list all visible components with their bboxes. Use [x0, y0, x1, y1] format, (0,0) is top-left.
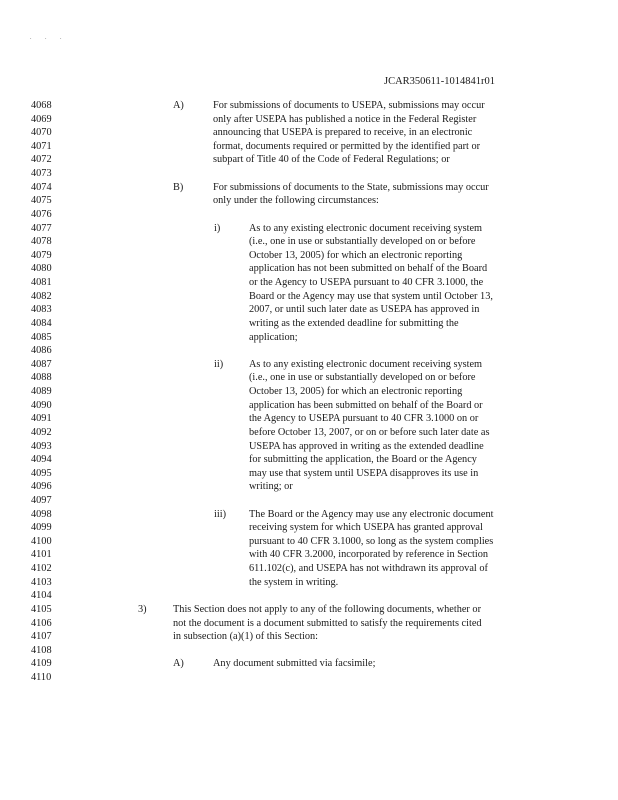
line-number: 4092 — [31, 426, 52, 438]
line-text: may use that system until USEPA disapproves its use in — [249, 467, 479, 479]
text-line — [0, 371, 618, 385]
line-text: the system in writing. — [249, 576, 339, 588]
line-text: before October 13, 2007, or on or before such later date as — [249, 426, 490, 438]
text-line — [0, 113, 618, 127]
line-number: 4090 — [31, 399, 52, 411]
text-line — [0, 412, 618, 426]
text-line — [0, 548, 618, 562]
line-number: 4076 — [31, 208, 52, 220]
line-number: 4106 — [31, 617, 52, 629]
line-text: writing as the extended deadline for submitting the — [249, 317, 459, 329]
line-text: Any document submitted via facsimile; — [213, 658, 376, 670]
line-number: 4109 — [31, 658, 52, 670]
line-text: with 40 CFR 3.2000, incorporated by reference in Section — [249, 549, 489, 561]
line-number: 4108 — [31, 644, 52, 656]
line-text: October 13, 2005) for which an electronic reporting — [249, 249, 463, 261]
line-number: 4097 — [31, 494, 52, 506]
text-line — [0, 331, 618, 345]
text-line — [0, 644, 618, 658]
text-line — [0, 617, 618, 631]
line-text: As to any existing electronic document receiving system — [249, 222, 483, 234]
line-number: 4088 — [31, 372, 52, 384]
text-line — [0, 467, 618, 481]
line-text: (i.e., one in use or substantially developed on or before — [249, 372, 476, 384]
line-text: 611.102(c), and USEPA has not withdrawn its approval of — [249, 563, 488, 575]
line-number: 4096 — [31, 481, 52, 493]
line-text: only after USEPA has published a notice in the Federal Register — [213, 113, 477, 125]
line-number: 4082 — [31, 290, 52, 302]
text-line — [0, 358, 618, 372]
line-text: in subsection (a)(1) of this Section: — [173, 631, 318, 643]
line-number: 4080 — [31, 263, 52, 275]
text-line — [0, 235, 618, 249]
item-label: B) — [173, 181, 184, 193]
text-line — [0, 440, 618, 454]
line-text: (i.e., one in use or substantially developed on or before — [249, 236, 476, 248]
text-line — [0, 630, 618, 644]
line-text: October 13, 2005) for which an electronic reporting — [249, 386, 463, 398]
line-text: The Board or the Agency may use any electronic document — [249, 508, 494, 520]
line-number: 4107 — [31, 631, 52, 643]
text-line — [0, 208, 618, 222]
line-text: for submitting the application, the Board or the Agency — [249, 454, 477, 466]
line-number: 4102 — [31, 563, 52, 575]
line-number: 4083 — [31, 304, 52, 316]
line-number: 4101 — [31, 549, 52, 561]
text-line — [0, 385, 618, 399]
line-number: 4089 — [31, 386, 52, 398]
corner-marks: . . . — [30, 35, 68, 41]
text-line — [0, 290, 618, 304]
line-text: or the Agency to USEPA pursuant to 40 CFR 3.1000, the — [249, 277, 484, 289]
text-line — [0, 140, 618, 154]
line-number: 4094 — [31, 454, 52, 466]
line-number: 4069 — [31, 113, 52, 125]
line-text: pursuant to 40 CFR 3.1000, so long as the system complies — [249, 535, 494, 547]
line-text: For submissions of documents to the State, submissions may occur — [213, 181, 489, 193]
text-line — [0, 494, 618, 508]
text-line — [0, 194, 618, 208]
text-line — [0, 181, 618, 195]
line-number: 4100 — [31, 535, 52, 547]
line-number: 4093 — [31, 440, 52, 452]
line-number: 4078 — [31, 236, 52, 248]
line-number: 4075 — [31, 195, 52, 207]
line-text: As to any existing electronic document receiving system — [249, 358, 483, 370]
line-number: 4098 — [31, 508, 52, 520]
line-number: 4086 — [31, 345, 52, 357]
text-line — [0, 521, 618, 535]
item-label: A) — [173, 658, 184, 670]
line-text: the Agency to USEPA pursuant to 40 CFR 3.1000 on or — [249, 413, 479, 425]
text-line — [0, 603, 618, 617]
line-number: 4104 — [31, 590, 52, 602]
line-text: subpart of Title 40 of the Code of Federal Regulations; or — [213, 154, 450, 166]
item-label: i) — [214, 222, 221, 234]
line-number: 4074 — [31, 181, 52, 193]
line-number: 4087 — [31, 358, 52, 370]
line-text: application has not been submitted on behalf of the Board — [249, 263, 488, 275]
text-line — [0, 453, 618, 467]
text-line — [0, 426, 618, 440]
text-line — [0, 303, 618, 317]
text-line — [0, 344, 618, 358]
text-line — [0, 262, 618, 276]
text-line — [0, 657, 618, 671]
line-number: 4070 — [31, 127, 52, 139]
line-text: receiving system for which USEPA has granted approval — [249, 522, 483, 534]
line-number: 4068 — [31, 100, 52, 111]
text-line — [0, 589, 618, 603]
item-label: A) — [173, 100, 184, 111]
line-text: USEPA has approved in writing as the extended deadline — [249, 440, 484, 452]
line-number: 4085 — [31, 331, 52, 343]
line-text: announcing that USEPA is prepared to receive, in an electronic — [213, 127, 473, 139]
line-text: format, documents required or permitted by the identified part or — [213, 140, 481, 152]
line-number: 4084 — [31, 317, 52, 329]
text-line — [0, 249, 618, 263]
line-number: 4079 — [31, 249, 52, 261]
line-text: writing; or — [249, 481, 293, 493]
line-text: only under the following circumstances: — [213, 195, 379, 207]
line-text: application has been submitted on behalf of the Board or — [249, 399, 483, 411]
text-line — [0, 399, 618, 413]
line-text: Board or the Agency may use that system until October 13, — [249, 290, 493, 302]
text-line — [0, 671, 618, 685]
text-line — [0, 99, 618, 113]
item-label: iii) — [214, 508, 227, 520]
item-label: ii) — [214, 358, 224, 370]
text-line — [0, 126, 618, 140]
line-number: 4091 — [31, 413, 52, 425]
line-number: 4073 — [31, 168, 52, 180]
line-number: 4099 — [31, 522, 52, 534]
text-line — [0, 562, 618, 576]
line-number: 4077 — [31, 222, 52, 234]
line-text: not the document is a document submitted to satisfy the requirements cited — [173, 617, 482, 629]
line-number: 4071 — [31, 140, 52, 152]
line-number: 4072 — [31, 154, 52, 166]
line-number: 4081 — [31, 277, 52, 289]
text-line — [0, 222, 618, 236]
text-line — [0, 276, 618, 290]
document-id: JCAR350611-1014841r01 — [384, 76, 496, 87]
line-text: application; — [249, 331, 298, 343]
text-line — [0, 508, 618, 522]
text-line — [0, 153, 618, 167]
item-label: 3) — [138, 603, 147, 615]
text-line — [0, 167, 618, 181]
line-text: 2007, or until such later date as USEPA has approved in — [249, 304, 480, 316]
line-number: 4103 — [31, 576, 52, 588]
line-text: For submissions of documents to USEPA, submissions may occur — [213, 100, 485, 111]
text-line — [0, 535, 618, 549]
text-line — [0, 317, 618, 331]
text-line — [0, 480, 618, 494]
line-number: 4095 — [31, 467, 52, 479]
line-number: 4110 — [31, 672, 52, 684]
text-line — [0, 576, 618, 590]
line-text: This Section does not apply to any of the following documents, whether or — [173, 603, 481, 615]
line-number: 4105 — [31, 603, 52, 615]
